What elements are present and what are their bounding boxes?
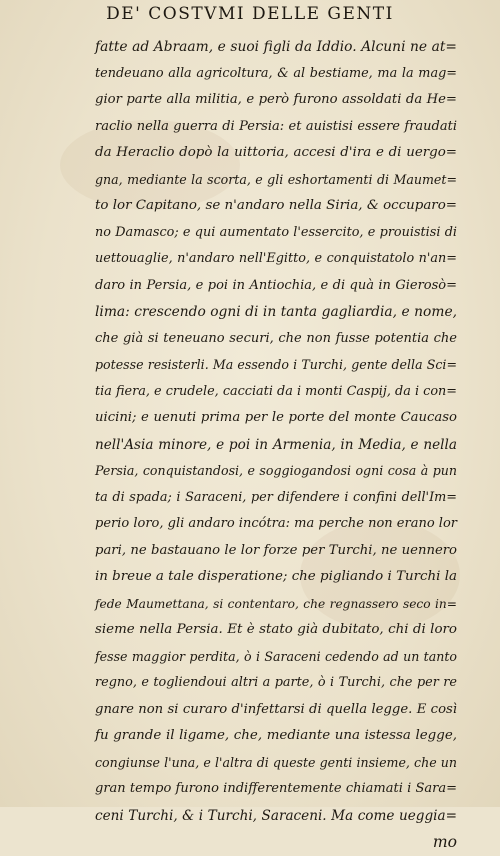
- text-line: da Heraclio dopò la uittoria, accesi d'ira e di uergo=: [95, 145, 457, 160]
- text-line: tia fiera, e crudele, cacciati da i monti Caspij, da i con=: [95, 383, 457, 399]
- text-line: in breue a tale disperatione; che pigliando i Turchi la: [95, 569, 457, 584]
- text-line: pari, ne bastauano le lor forze per Turchi, ne uennero: [95, 542, 457, 558]
- text-line: daro in Persia, e poi in Antiochia, e di quà in Gierosò=: [95, 277, 457, 293]
- text-line: ceni Turchi, & i Turchi, Saraceni. Ma come ueggia=: [95, 807, 457, 824]
- text-line: fatte ad Abraam, e suoi figli da Iddio. Alcuni ne at=: [95, 39, 457, 55]
- text-line: sieme nella Persia. Et è stato già dubitato, chi di loro: [95, 622, 457, 637]
- text-line: fesse maggior perdita, ò i Saraceni cedendo ad un tanto: [95, 648, 457, 664]
- text-line: lima: crescendo ogni di in tanta gagliardia, e nome,: [95, 304, 457, 320]
- text-line: che già si teneuano securi, che non fusse potentia che: [95, 330, 457, 346]
- text-line: perio loro, gli andaro incótra: ma perche non erano lor: [95, 516, 457, 531]
- text-line: gran tempo furono indifferentemente chiamati i Sara=: [95, 781, 457, 796]
- text-line: fu grande il ligame, che, mediante una istessa legge,: [95, 728, 457, 743]
- running-head: DE' COSTVMI DELLE GENTI: [106, 4, 394, 24]
- text-line: uettouaglie, n'andaro nell'Egitto, e conquistatolo n'an=: [95, 251, 457, 266]
- text-line: regno, e togliendoui altri a parte, ò i Turchi, che per re: [95, 675, 457, 690]
- text-line: gna, mediante la scorta, e gli eshortamenti di Maumet=: [95, 171, 457, 187]
- text-line: gnare non si curaro d'infettarsi di quella legge. E così: [95, 701, 457, 717]
- text-line: gior parte alla militia, e però furono assoldati da He=: [95, 92, 457, 107]
- text-line: ta di spada; i Saraceni, per difendere i confini dell'Im=: [95, 489, 457, 505]
- text-line: Persia, conquistandosi, e soggiogandosi ogni cosa à pun: [95, 463, 457, 478]
- text-line: raclio nella guerra di Persia: et auistisi essere fraudati: [95, 118, 457, 134]
- text-line: no Damasco; e qui aumentato l'essercito, e prouistisi di: [95, 224, 457, 240]
- text-line: fede Maumettana, si contentaro, che regnassero seco in=: [95, 596, 457, 611]
- text-line: potesse resisterli. Ma essendo i Turchi, gente della Sci=: [95, 357, 457, 372]
- catchword: mo: [432, 833, 457, 851]
- text-line: to lor Capitano, se n'andaro nella Siria, & occuparo=: [95, 198, 457, 213]
- text-line: congiunse l'una, e l'altra di queste genti insieme, che un: [95, 754, 457, 770]
- body-text: [95, 34, 457, 856]
- text-line: uicini; e uenuti prima per le porte del monte Caucaso: [95, 410, 457, 425]
- text-line: nell'Asia minore, e poi in Armenia, in Media, e nella: [95, 436, 457, 453]
- text-line: tendeuano alla agricoltura, & al bestiame, ma la mag=: [95, 65, 457, 81]
